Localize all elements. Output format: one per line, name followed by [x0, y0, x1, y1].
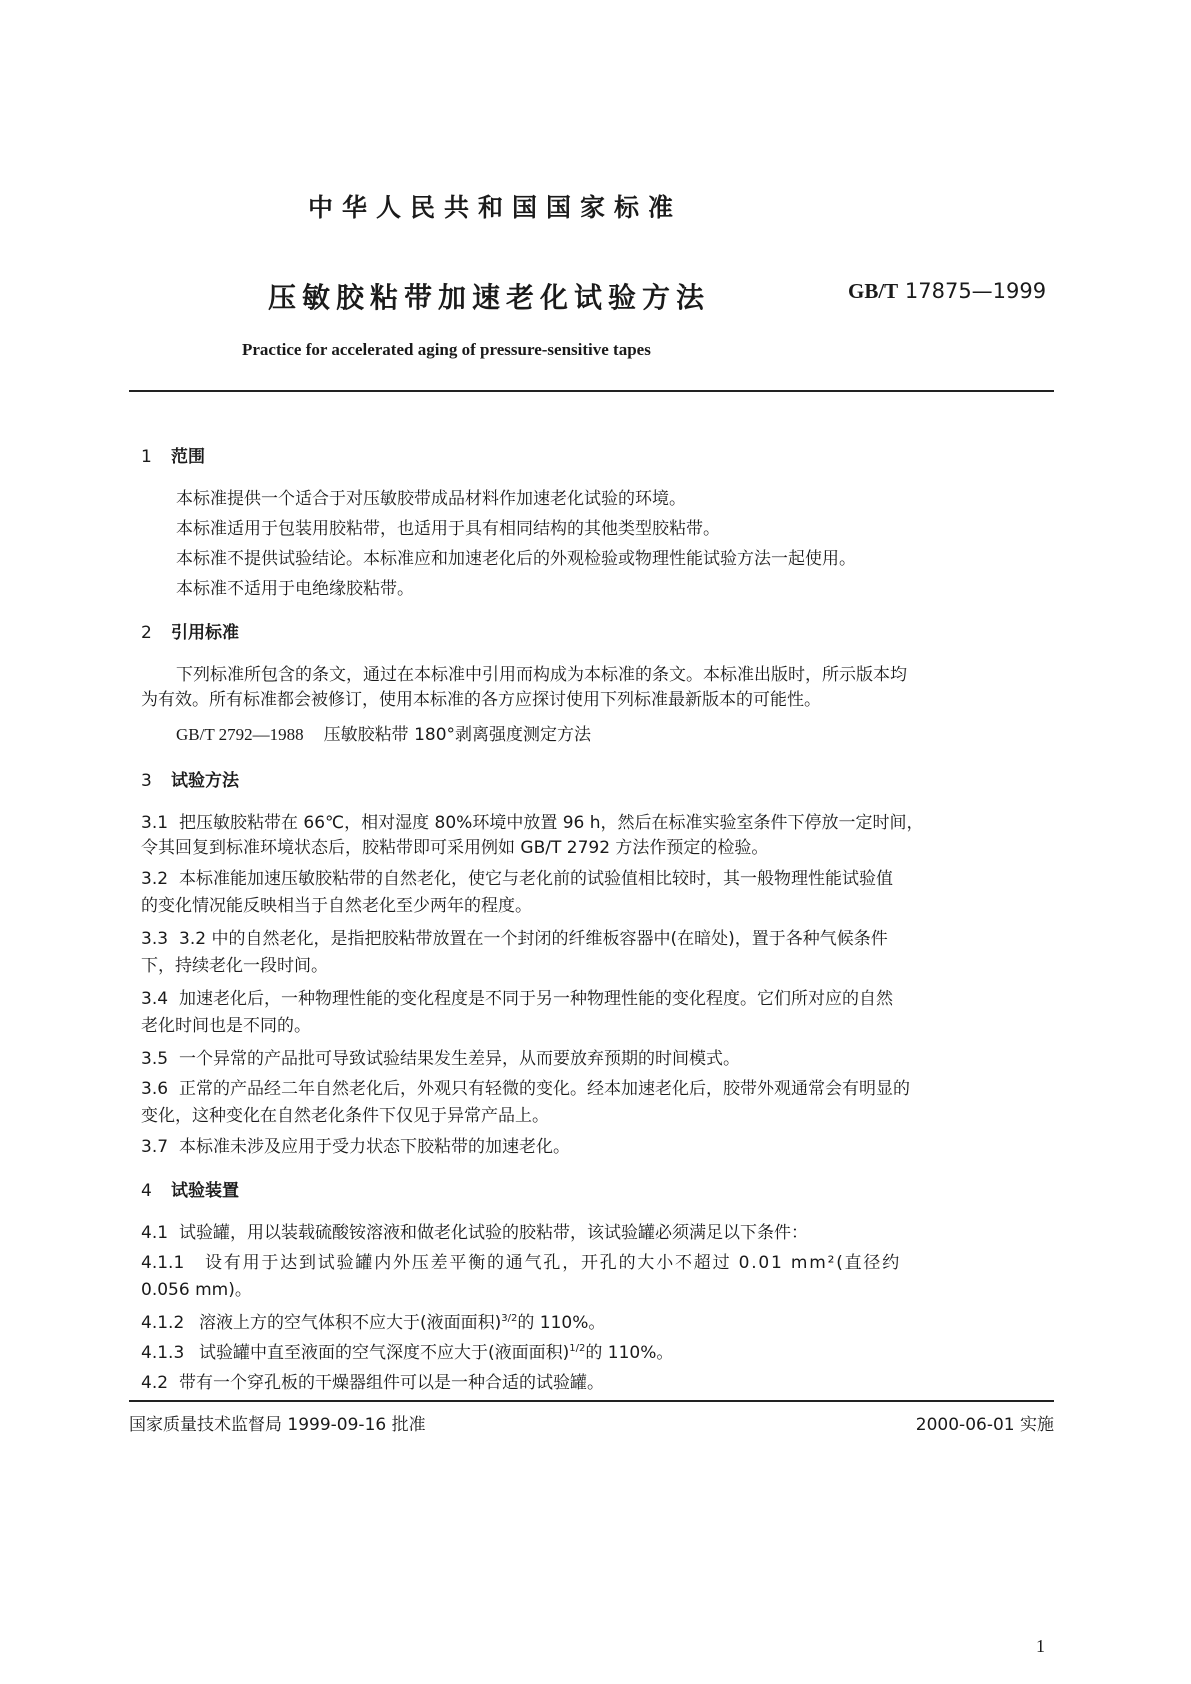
clause-number: 3.2 [141, 869, 169, 889]
clause-3-1 [141, 808, 924, 833]
section-title: 范围 [171, 447, 205, 467]
clause-number: 3.6 [141, 1079, 169, 1099]
clause-4-1-3 [141, 1338, 673, 1363]
clause-number: 4.1.3 [141, 1343, 185, 1363]
document-title: 压敏胶粘带加速老化试验方法 [268, 281, 711, 314]
paragraph-continued: 为有效。所有标准都会被修订，使用本标准的各方应探讨使用下列标准最新版本的可能性。 [141, 690, 821, 710]
paragraph: 本标准提供一个适合于对压敏胶带成品材料作加速老化试验的环境。 [176, 489, 686, 509]
paragraph: 本标准不提供试验结论。本标准应和加速老化后的外观检验或物理性能试验方法一起使用。 [176, 549, 856, 569]
clause-text: 一个异常的产品批可导致试验结果发生差异，从而要放弃预期的时间模式。 [179, 1049, 740, 1069]
section-number: 3 [141, 771, 152, 791]
effective-date: 2000-06-01 实施 [915, 1415, 1054, 1435]
clause-3-2 [141, 864, 893, 889]
paragraph: 本标准适用于包装用胶粘带，也适用于具有相同结构的其他类型胶粘带。 [176, 519, 720, 539]
clause-3-5 [141, 1044, 740, 1069]
standard-code [848, 279, 1046, 304]
reference-entry [176, 720, 591, 745]
exponent: 3/2 [501, 1313, 518, 1324]
clause-4-2 [141, 1368, 604, 1393]
exponent: 1/2 [569, 1343, 586, 1354]
clause-text-pre: 溶液上方的空气体积不应大于(液面面积) [199, 1313, 502, 1333]
clause-3-3 [141, 924, 888, 949]
section-title: 试验方法 [171, 771, 239, 791]
clause-number: 4.1.1 [141, 1253, 185, 1273]
section-2-heading [141, 618, 239, 643]
reference-code: GB/T 2792—1988 [176, 725, 304, 744]
clause-text: 3.2 中的自然老化，是指把胶粘带放置在一个封闭的纤维板容器中(在暗处)，置于各种气候条件 [179, 929, 888, 949]
clause-text-pre: 试验罐中直至液面的空气深度不应大于(液面面积) [199, 1343, 570, 1363]
footer-divider [129, 1400, 1054, 1402]
section-number: 1 [141, 447, 152, 467]
clause-text: 设有用于达到试验罐内外压差平衡的通气孔，开孔的大小不超过 0.01 mm²(直径约 [205, 1253, 902, 1273]
paragraph: 本标准不适用于电绝缘胶粘带。 [176, 579, 414, 599]
clause-3-4 [141, 984, 893, 1009]
clause-text: 把压敏胶粘带在 66℃，相对湿度 80%环境中放置 96 h，然后在标准实验室条件下停放一定时间， [179, 813, 924, 833]
clause-3-1-continued: 令其回复到标准环境状态后，胶粘带即可采用例如 GB/T 2792 方法作预定的检验。 [141, 838, 769, 858]
clause-number: 3.5 [141, 1049, 169, 1069]
clause-text-post: 的 110%。 [585, 1343, 674, 1363]
clause-3-6 [141, 1074, 910, 1099]
clause-4-1-2 [141, 1308, 605, 1333]
clause-text: 本标准未涉及应用于受力状态下胶粘带的加速老化。 [179, 1137, 570, 1157]
section-number: 2 [141, 623, 152, 643]
section-4-heading [141, 1176, 239, 1201]
clause-text: 本标准能加速压敏胶粘带的自然老化，使它与老化前的试验值相比较时，其一般物理性能试验值 [179, 869, 893, 889]
clause-3-2-continued: 的变化情况能反映相当于自然老化至少两年的程度。 [141, 896, 532, 916]
english-title: Practice for accelerated aging of pressure-sensitive tapes [242, 340, 651, 359]
section-number: 4 [141, 1181, 152, 1201]
standard-code-number: 17875—1999 [904, 279, 1047, 303]
approval-notice: 国家质量技术监督局 1999-09-16 批准 [129, 1415, 426, 1435]
clause-text: 正常的产品经二年自然老化后，外观只有轻微的变化。经本加速老化后，胶带外观通常会有明显的 [179, 1079, 910, 1099]
clause-number: 3.4 [141, 989, 169, 1009]
clause-number: 4.1 [141, 1223, 169, 1243]
section-3-heading [141, 766, 239, 791]
clause-3-4-continued: 老化时间也是不同的。 [141, 1016, 311, 1036]
section-1-heading [141, 442, 205, 467]
clause-text: 试验罐，用以装载硫酸铵溶液和做老化试验的胶粘带，该试验罐必须满足以下条件： [179, 1223, 808, 1243]
clause-4-1-1-continued: 0.056 mm)。 [141, 1280, 252, 1300]
clause-4-1-1 [141, 1248, 901, 1273]
national-standard-heading: 中华人民共和国国家标准 [308, 193, 683, 222]
clause-3-7 [141, 1132, 570, 1157]
header-divider [129, 390, 1054, 392]
clause-number: 4.2 [141, 1373, 169, 1393]
clause-text: 带有一个穿孔板的干燥器组件可以是一种合适的试验罐。 [179, 1373, 604, 1393]
standard-code-prefix: GB/T [848, 279, 899, 303]
clause-text-post: 的 110%。 [517, 1313, 606, 1333]
clause-number: 3.1 [141, 813, 169, 833]
section-title: 试验装置 [171, 1181, 239, 1201]
page-number: 1 [1036, 1636, 1045, 1656]
section-title: 引用标准 [171, 623, 239, 643]
reference-title: 压敏胶粘带 180°剥离强度测定方法 [323, 725, 592, 745]
clause-3-6-continued: 变化，这种变化在自然老化条件下仅见于异常产品上。 [141, 1106, 549, 1126]
clause-number: 3.7 [141, 1137, 169, 1157]
clause-3-3-continued: 下，持续老化一段时间。 [141, 956, 328, 976]
clause-number: 4.1.2 [141, 1313, 185, 1333]
paragraph: 下列标准所包含的条文，通过在本标准中引用而构成为本标准的条文。本标准出版时，所示版本均 [176, 665, 907, 685]
clause-number: 3.3 [141, 929, 169, 949]
clause-4-1 [141, 1218, 808, 1243]
clause-text: 加速老化后，一种物理性能的变化程度是不同于另一种物理性能的变化程度。它们所对应的自然 [179, 989, 893, 1009]
